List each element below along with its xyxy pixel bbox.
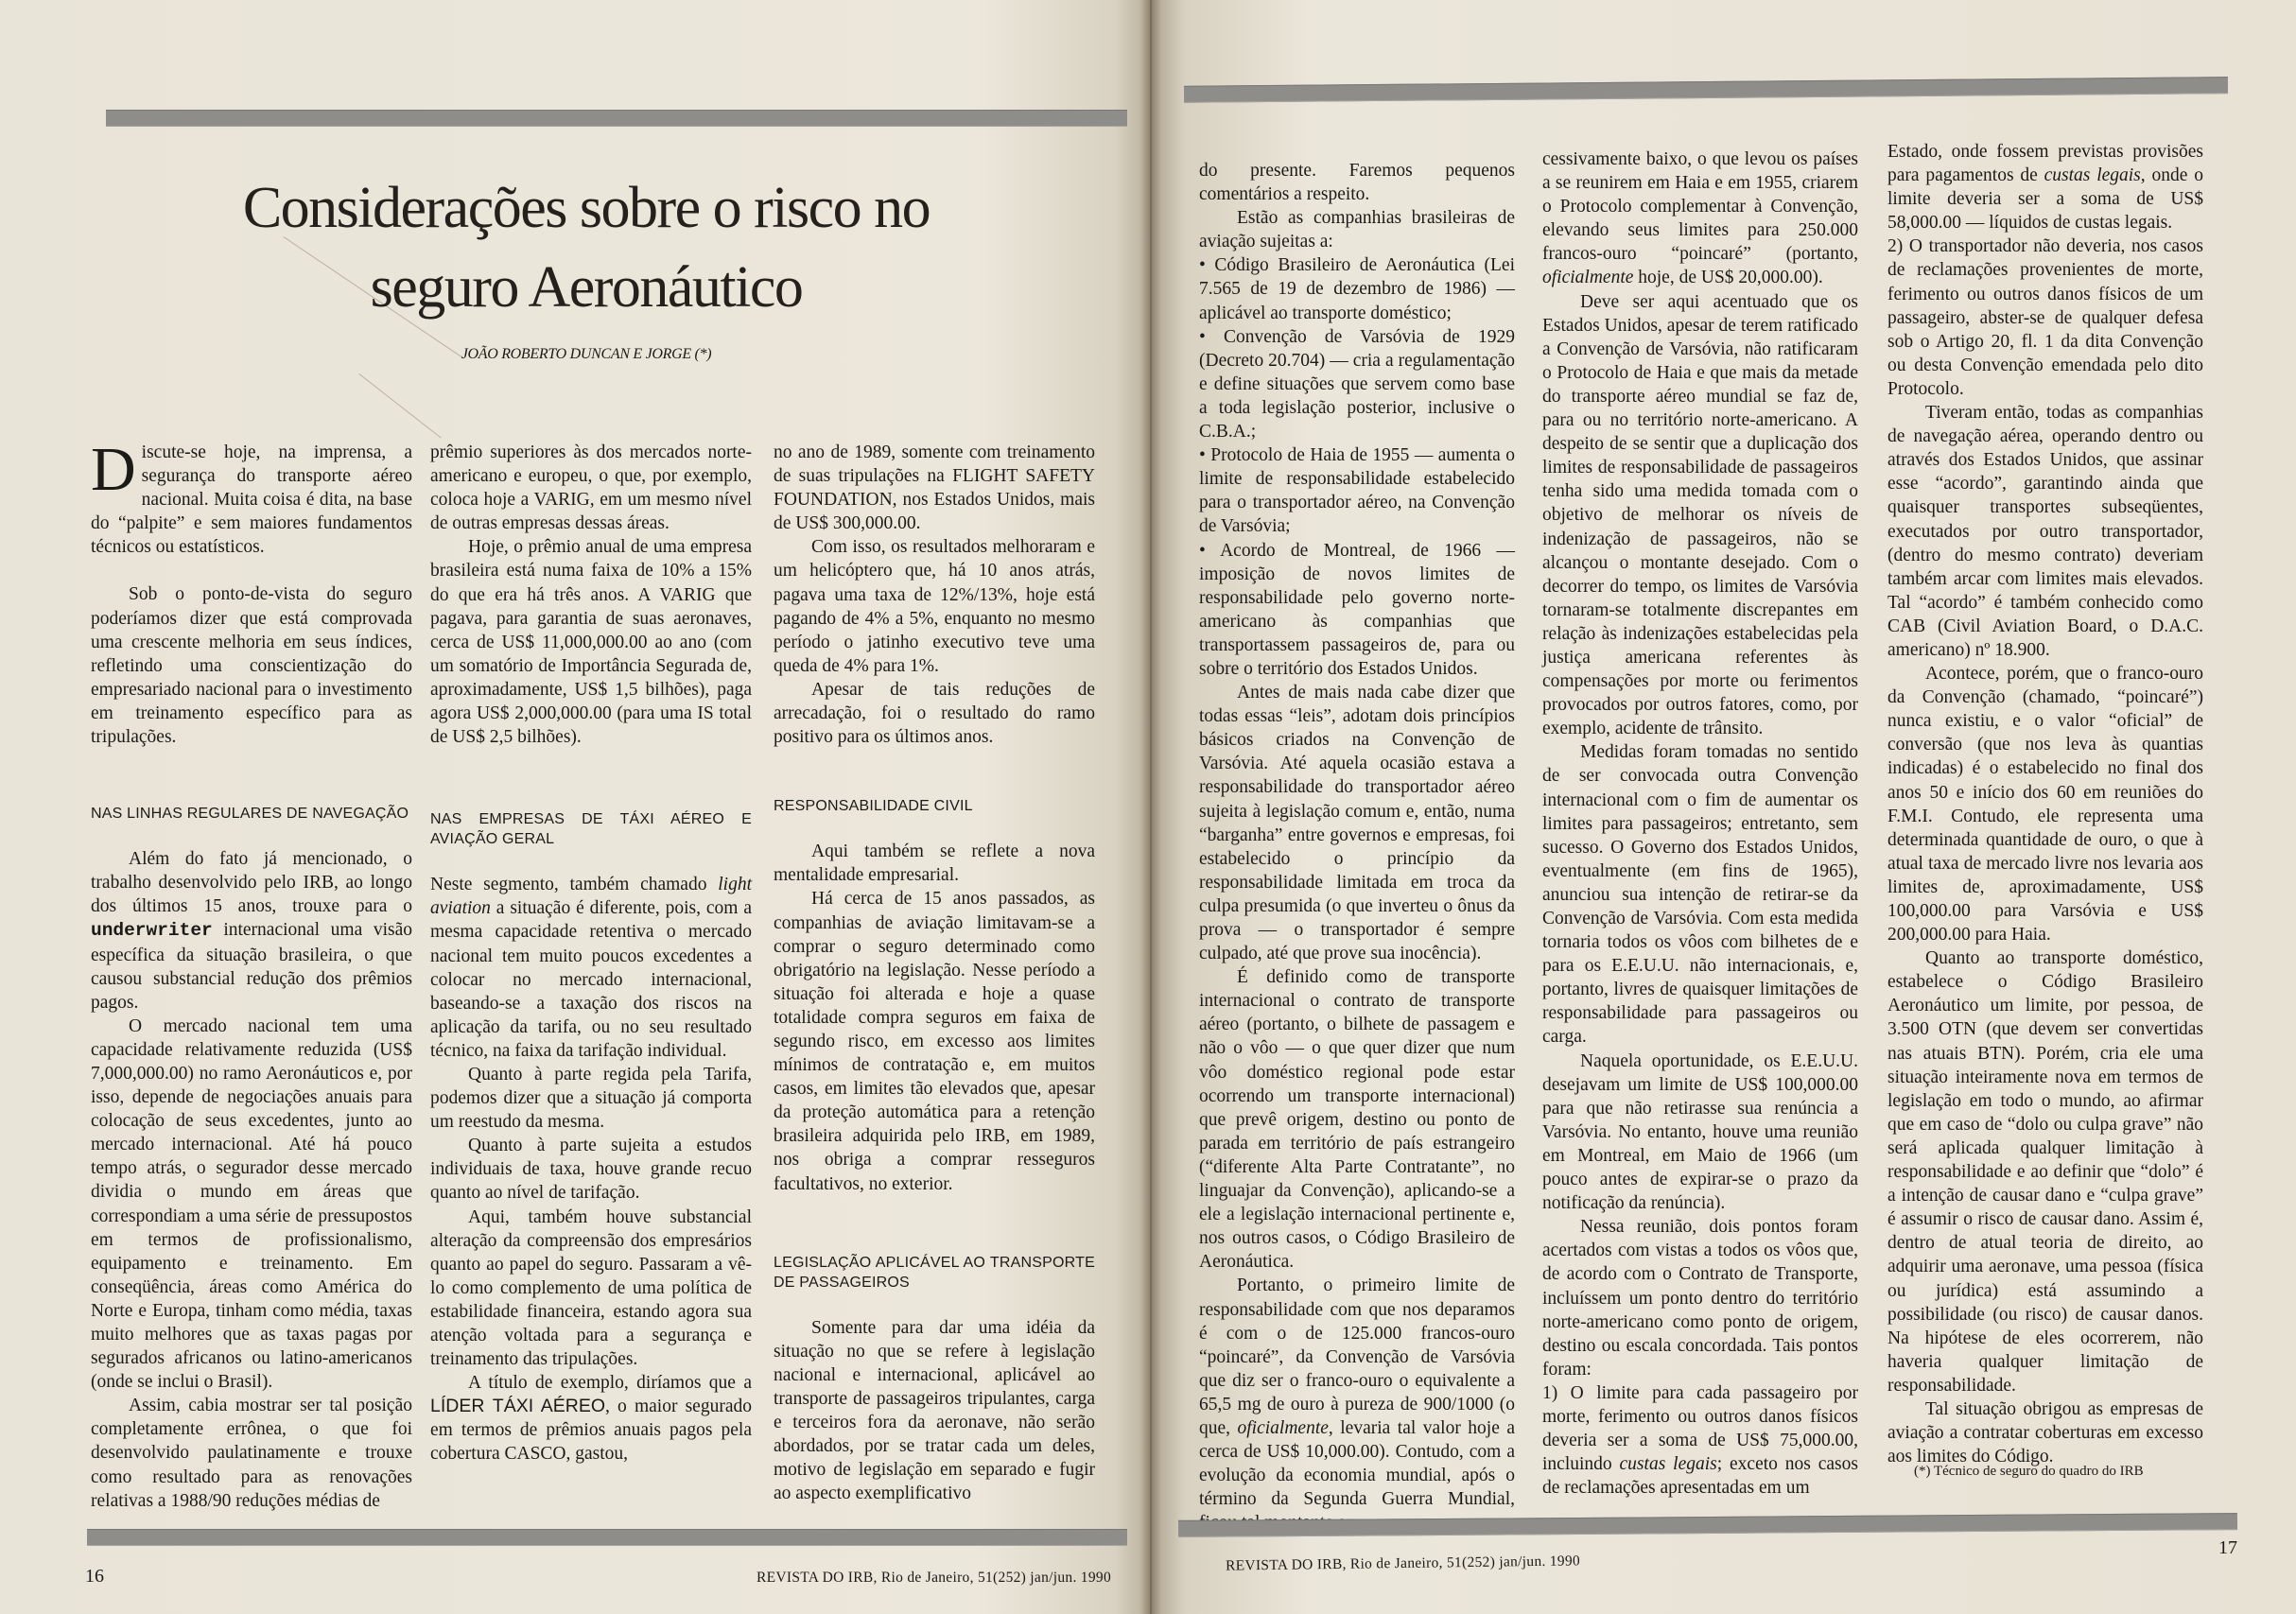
right-column-1: [1199, 159, 1515, 1535]
section-heading: RESPONSABILIDADE CIVIL: [774, 798, 973, 815]
page-footer: REVISTA DO IRB, Rio de Janeiro, 51(252) jan/jun. 1990: [1225, 1553, 1581, 1574]
paragraph: Quanto à parte sujeita a estudos individuais de taxa, houve grande recuo quanto ao nível de tarifação.: [430, 1136, 752, 1204]
paragraph: Somente para dar uma idéia da situação no que se refere à legislação nacional e internacional, aplicável ao transporte de passageiros tripulantes, carga e terceiros fora da aeronave, não serão abordados, por se tratar cada um deles, motivo de legislação em separado e fugir ao aspecto exemplificativo: [774, 1317, 1095, 1504]
italic-term: oficialmente: [1237, 1417, 1329, 1438]
paragraph: É definido como de transporte internacional o contrato de transporte aéreo (portanto, o bilhete de passagem e não o vôo — o que quer dizer que num vôo doméstico regional pode estar ocorrendo um transporte internacional) que prevê origem, destino ou ponto de parada em território de país estrangeiro (“diferente Alta Parte Contratante”, no linguajar da Convenção), aplicando-se a ele a legislação internacional pertinente e, nos outros casos, o Código Brasileiro de Aeronáutica.: [1199, 967, 1515, 1273]
paragraph: Assim, cabia mostrar ser tal posição completamente errônea, o que foi desenvolvido paulatinamente e trouxe como resultado para as renovações relativas a 1988/90 reduções médias de: [91, 1396, 412, 1511]
paragraph: cessivamente baixo, o que levou os países a se reunirem em Haia e em 1955, criarem o Protocolo complementar à Convenção, elevando seus limites para 250.000 francos-ouro “poincaré” (portanto, oficialmente hoje, de US$ 20,000.00).: [1542, 149, 1858, 288]
decorative-line: [358, 373, 441, 439]
paragraph: 2) O transportador não deveria, nos casos de reclamações provenientes de morte, ferimento ou outros danos físicos de um passageiro, abster-se de qualquer defesa sob o Artigo 20, fl. 1 da dita Convenção ou desta Convenção emendada pelo dito Protocolo.: [1887, 236, 2203, 399]
italic-term: oficialmente: [1542, 268, 1634, 288]
paragraph: no ano de 1989, somente com treinamento de suas tripulações na FLIGHT SAFETY FOUNDATION, nos Estados Unidos, mais de US$ 300,000.00.: [774, 443, 1095, 534]
section-heading: LEGISLAÇÃO APLICÁVEL AO TRANSPORTE DE PASSAGEIROS: [774, 1254, 1095, 1291]
top-rule: [106, 110, 1127, 127]
paragraph: Tiveram então, todas as companhias de navegação aérea, operando dentro ou através dos Estados Unidos, que assinar esse “acordo”, garantindo ainda que quaisquer transportes subseqüentes, executados por outro transportador, (dentro do mesmo contrato) deveriam também arcar com limites mais elevados. Tal “acordo” é também conhecido como CAB (Civil Aviation Board, o D.A.C. americano) nº 18.900.: [1887, 403, 2203, 660]
top-rule: [1184, 77, 2228, 103]
italic-term: light aviation: [430, 875, 752, 919]
paragraph: Deve ser aqui acentuado que os Estados Unidos, apesar de terem ratificado a Convenção de Varsóvia, não ratificaram o Protocolo de Haia e que mais da metade do transporte aéreo mundial se faz de, para ou no território norte-americano. A despeito de se sentir que a duplicação dos limites de responsabilidade de passageiros tenha sido uma medida tomada com o objetivo de melhorar os níveis de indenização de passageiros, não se alcançou o montante desejado. Com o decorrer do tempo, os limites de Varsóvia tornaram-se totalmente discrepantes em relação às indenizações estabelecidas pela justiça americana referentes às compensações por morte ou ferimentos provocados por outros fatores, como, por exemplo, acidente de trânsito.: [1542, 291, 1858, 739]
paragraph: 1) O limite para cada passageiro por morte, ferimento ou outros danos físicos deveria ser a soma de US$ 75,000.00, incluindo custas legais; exceto nos casos de reclamações apresentadas em um: [1542, 1382, 1858, 1499]
article-title: [227, 168, 946, 327]
paragraph: Tal situação obrigou as empresas de aviação a contratar coberturas em excesso aos limites do Código.: [1887, 1398, 2203, 1467]
bullet-item: • Protocolo de Haia de 1955 — aumenta o limite de responsabilidade estabelecido para o transportador aéreo, na Convenção de Varsóvia;: [1199, 445, 1515, 537]
paragraph: Medidas foram tomadas no sentido de ser convocada outra Convenção internacional com o fim de aumentar os limites para passageiros; entretanto, sem sucesso. O Governo dos Estados Unidos, eventualmente (em fins de 1965), anunciou sua intenção de retirar-se da Convenção de Varsóvia. Com esta medida tornaria todos os vôos com bilhetes de e para os E.E.U.U. não internacionais, e, portanto, livres de quaisquer limitações de responsabilidade para passageiros ou carga.: [1542, 742, 1858, 1048]
title-line-1: Considerações sobre o risco no: [242, 176, 931, 240]
bullet-item: • Convenção de Varsóvia de 1929 (Decreto 20.704) — cria a regulamentação e define situações que servem como base a toda legislação posterior, inclusive o C.B.A.;: [1199, 326, 1515, 443]
left-column-2: [430, 441, 752, 1466]
paragraph: Estão as companhias brasileiras de aviação sujeitas a:: [1199, 208, 1515, 252]
paragraph: Apesar de tais reduções de arrecadação, foi o resultado do ramo positivo para os últimos anos.: [774, 679, 1095, 748]
paragraph: Nessa reunião, dois pontos foram acertados com vistas a todos os vôos que, de acordo com o Contrato de Transporte, incluíssem um ponto dentro do território norte-americano como ponto de origem, destino ou escala concordada. Tais pontos foram:: [1542, 1217, 1858, 1380]
paragraph: do presente. Faremos pequenos comentários a respeito.: [1199, 161, 1515, 205]
paragraph: Aqui também se reflete a nova mentalidade empresarial.: [774, 842, 1095, 886]
paragraph: Quanto ao transporte doméstico, estabelece o Código Brasileiro Aeronáutico um limite, por pessoa, de 3.500 OTN (que devem ser convertidas nas atuais BTN). Porém, cria ele uma situação inteiramente nova em termos de legislação em todo o mundo, ao afirmar que em caso de “dolo ou culpa grave” não será aplicada qualquer limitação à responsabilidade e ao definir que “dolo” é a intenção de causar dano e “culpa grave” é assumir o risco de causar dano. Assim é, dentro de atual teoria de direito, ao adquirir uma aeronave, uma pessoa (física ou jurídica) está assumindo a possibilidade (ou risco) de causar danos. Na hipótese de eles ocorrerem, não haveria qualquer limitação de responsabilidade.: [1887, 948, 2203, 1396]
left-column-1: [91, 435, 412, 1513]
footnote: (*) Técnico de seguro do quadro do IRB: [1914, 1464, 2144, 1479]
drop-cap: D: [91, 435, 136, 504]
right-column-2: [1542, 148, 1858, 1500]
section-heading: NAS EMPRESAS DE TÁXI AÉREO E AVIAÇÃO GERAL: [430, 811, 752, 848]
paragraph: Quanto à parte regida pela Tarifa, podemos dizer que a situação já comporta um reestudo da mesma.: [430, 1064, 752, 1133]
paragraph: Hoje, o prêmio anual de uma empresa brasileira está numa faixa de 10% a 15% do que era há três anos. A VARIG que pagava, para garantia de suas aeronaves, cerca de US$ 11,000,000.00 ao ano (com um somatório de Importância Segurada de, aproximadamente, US$ 1,5 bilhões), paga agora US$ 2,000,000.00 (para uma IS total de US$ 2,5 bilhões).: [430, 537, 752, 748]
intro-paragraph: Discute-se hoje, na imprensa, a segurança do transporte aéreo nacional. Muita coisa é dita, na base do “palpite” e sem maiores fundamentos técnicos ou estatísticos.: [91, 435, 412, 558]
binding-crease: [1140, 0, 1161, 1614]
italic-term: custas legais: [2044, 165, 2141, 186]
paragraph: O mercado nacional tem uma capacidade relativamente reduzida (US$ 7,000,000.00) no ramo Aeronáuticos e, por isso, depende de negociações anuais para colocação de seus excedentes, junto ao mercado internacional. Até há pouco tempo atrás, o segurador desse mercado dividia o mundo em áreas que correspondiam a uma série de pressupostos em termos de profissionalismo, equipamento e treinamento. Em conseqüência, áreas como América do Norte e Europa, tinham como média, taxas muito melhores que as taxas pagas por segurados africanos ou latino-americanos (onde se inclui o Brasil).: [91, 1015, 412, 1393]
page-footer: REVISTA DO IRB, Rio de Janeiro, 51(252) jan/jun. 1990: [757, 1570, 1112, 1586]
byline: JOÃO ROBERTO DUNCAN E JORGE (*): [461, 346, 712, 362]
right-page: [1150, 0, 2296, 1614]
paragraph: Acontece, porém, que o franco-ouro da Convenção (chamado, “poincaré”) nunca existiu, e o valor “oficial” de conversão (que nos leva às quantias indicadas) é o estabelecido no final dos anos 50 e início dos 60 em reuniões do F.M.I. Contudo, ele representa uma determinada quantidade de ouro, o que à atual taxa de mercado livre nos levaria aos limites de, aproximadamente, US$ 100,000.00 para Varsóvia e US$ 200,000.00 para Haia.: [1887, 664, 2203, 946]
bullet-item: • Acordo de Montreal, de 1966 — imposição de novos limites de responsabilidade pelo governo norte-americano às companhias que transportassem passageiros de, para ou sobre o território dos Estados Unidos.: [1199, 540, 1515, 679]
right-column-3: [1887, 140, 2203, 1468]
paragraph: Naquela oportunidade, os E.E.U.U. desejavam um limite de US$ 100,000.00 para que não retirasse sua renúncia a Varsóvia. No entanto, houve uma reunião em Montreal, em Maio de 1966 (um pouco antes de expirar-se o prazo da notificação da renúncia).: [1542, 1050, 1858, 1214]
paragraph: Além do fato já mencionado, o trabalho desenvolvido pelo IRB, ao longo dos últimos 15 anos, trouxe para o underwriter internacional uma visão específica da situação brasileira, o que causou substancial redução dos prêmios pagos.: [91, 849, 412, 1013]
paragraph: Antes de mais nada cabe dizer que todas essas “leis”, adotam dois princípios básicos criados na Convenção de Varsóvia. Até aquela ocasião estava a responsabilidade do transportador aéreo sujeita à legislação comum e, então, numa “barganha” entre governos e empresas, foi estabelecido o princípio da responsabilidade limitada em troca da culpa presumida (o que inverteu o ônus da prova — o transportador é sempre culpado, até que prove sua inocência).: [1199, 683, 1515, 964]
bullet-item: • Código Brasileiro de Aeronáutica (Lei 7.565 de 19 de dezembro de 1986) — aplicável ao transporte doméstico;: [1199, 255, 1515, 323]
paragraph: Aqui, também houve substancial alteração da compreensão dos empresários quanto ao papel do seguro. Passaram a vê-lo como complemento de uma política de estabilidade financeira, estando agora sua atenção voltada para a segurança e treinamento das tripulações.: [430, 1206, 752, 1370]
paragraph: Com isso, os resultados melhoraram e um helicóptero que, há 10 anos atrás, pagava uma taxa de 12%/13%, hoje está pagando de 4% a 5%, enquanto no mesmo período o jatinho executivo teve uma queda de 4% para 1%.: [774, 537, 1095, 676]
paragraph: Neste segmento, também chamado light aviation a situação é diferente, pois, com a mesma capacidade retentiva o mercado nacional tem muito poucos excedentes a colocar no mercado internacional, baseando-se a taxação dos riscos na aplicação da tarifa, ou no seu resultado técnico, na faixa da tarifação individual.: [430, 875, 752, 1061]
paragraph: Portanto, o primeiro limite de responsabilidade com que nos deparamos é com o de 125.000 francos-ouro “poincaré”, da Convenção de Varsóvia que diz ser o franco-ouro o equivalente a 65,5 mg de ouro à pureza de 900/1000 (o que, oficialmente, levaria tal valor hoje a cerca de US$ 10,000.00). Contudo, com a evolução da economia mundial, após o término da Segunda Guerra Mundial,: [1199, 1276, 1515, 1510]
paragraph: A título de exemplo, diríamos que a LÍDER TÁXI AÉREO, o maior segurado em termos de prêmios anuais pagos pela cobertura CASCO, gastou,: [430, 1373, 752, 1465]
paragraph: Sob o ponto-de-vista do seguro poderíamos dizer que está comprovada uma crescente melhoria em seus índices, refletindo uma conscientização do empresariado nacional para o investimento em treinamento específico para as tripulações.: [91, 584, 412, 748]
paragraph: Há cerca de 15 anos passados, as companhias de aviação limitavam-se a comprar o seguro determinado como obrigatório na legislação. Nesse período a situação foi alterada e hoje a quase totalidade compra seguros em faixa de segundo risco, em excesso aos limites mínimos de contratação e, em muitos casos, em limites tão elevados que, apesar da proteção automática para a retenção brasileira adquirida pelo IRB, em 1989, nos obriga a comprar resseguros facultativos, no exterior.: [774, 889, 1095, 1194]
left-column-3: [774, 441, 1095, 1505]
bold-term: underwriter: [91, 920, 213, 942]
paragraph: prêmio superiores às dos mercados norte-americano e europeu, o que, por exemplo, coloca hoje a VARIG, em um mesmo nível de outras empresas dessas áreas.: [430, 443, 752, 534]
bottom-rule: [87, 1529, 1127, 1546]
page-number: 17: [2218, 1537, 2237, 1558]
title-line-2: seguro Aeronáutico: [370, 255, 803, 320]
italic-term: custas legais: [1619, 1454, 1717, 1475]
paragraph: Estado, onde fossem previstas provisões para pagamentos de custas legais, onde o limite deveria ser a soma de US$ 58,000.00 — líquidos de custas legais.: [1887, 142, 2203, 234]
company-name: LÍDER TÁXI AÉREO: [430, 1396, 606, 1417]
section-heading: NAS LINHAS REGULARES DE NAVEGAÇÃO: [91, 806, 409, 823]
page-number: 16: [85, 1566, 104, 1587]
